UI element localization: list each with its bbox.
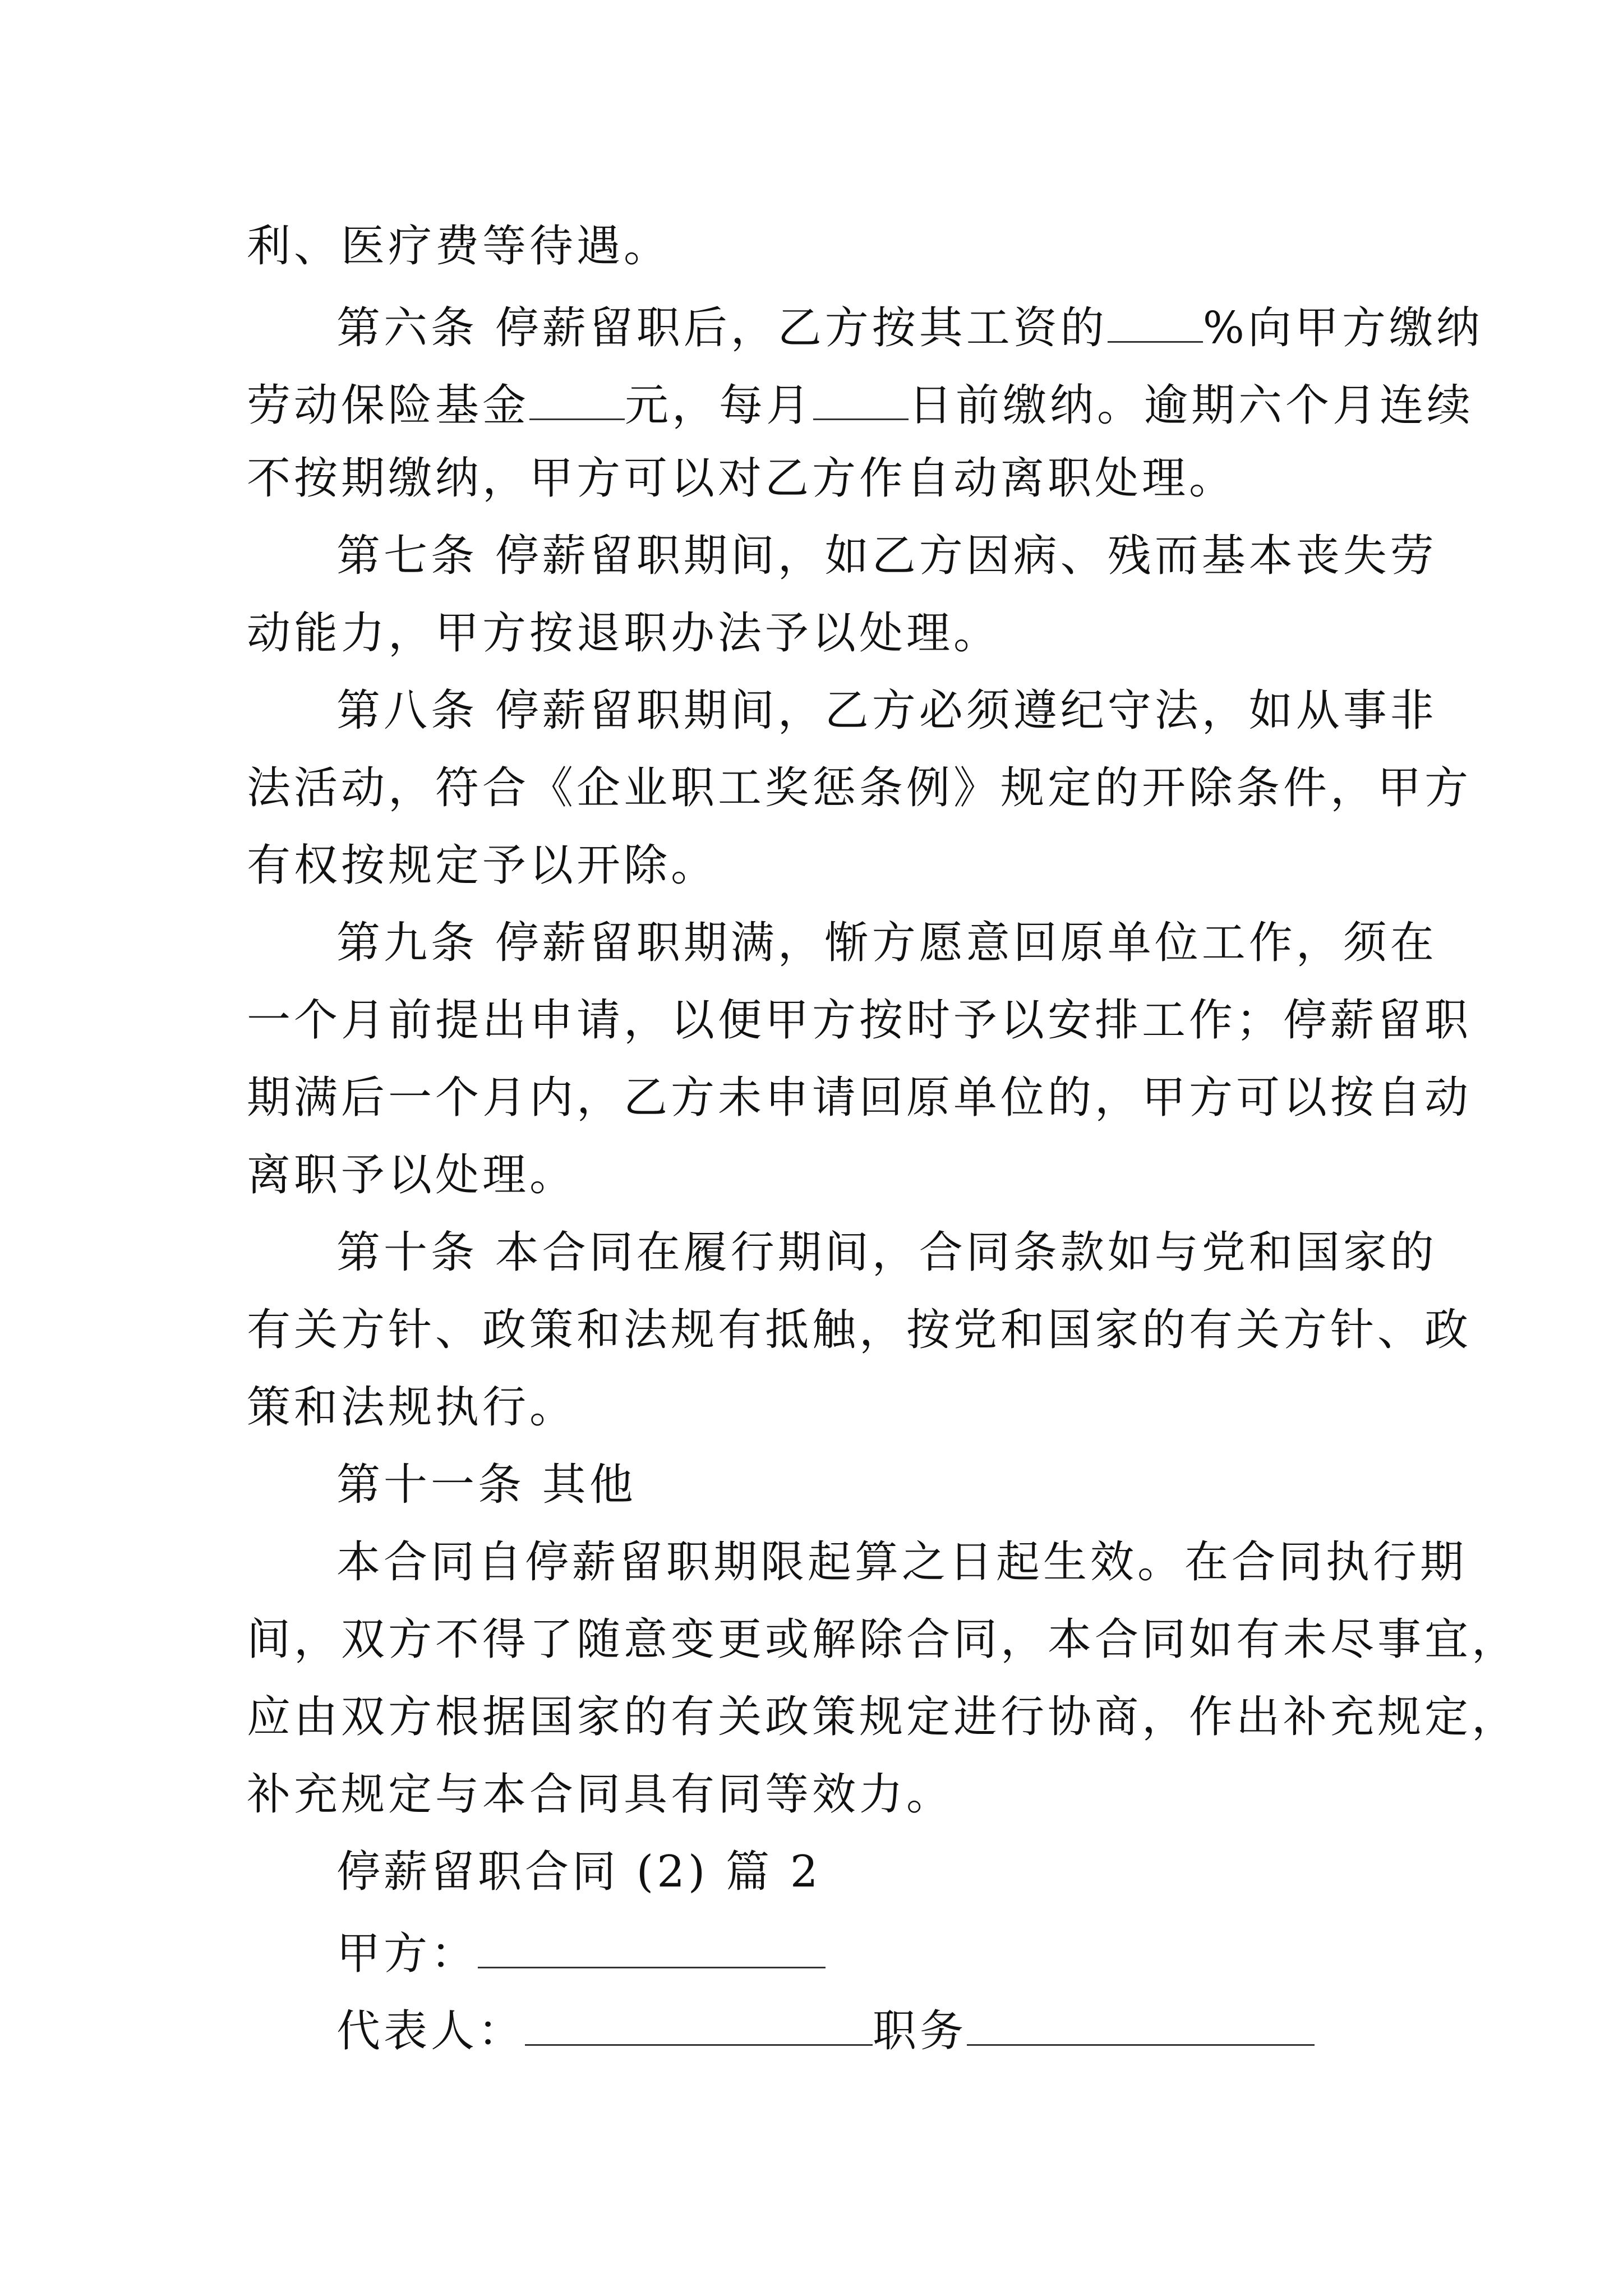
text-line: 期满后一个月内，乙方未申请回原单位的，甲方可以按自动 <box>247 1073 1472 1123</box>
article-11-heading: 第十一条 其他 <box>336 1460 637 1510</box>
fill-blank <box>1108 302 1203 343</box>
text-line: 一个月前提出申请，以便甲方按时予以安排工作；停薪留职 <box>247 995 1472 1046</box>
section-title: 停薪留职合同 (2) 篇 2 <box>336 1847 822 1897</box>
fill-blank <box>529 379 625 420</box>
representative-blank <box>525 2005 873 2046</box>
article-6-line-1 <box>336 302 1483 353</box>
text-segment: %向甲方缴纳 <box>1202 303 1483 353</box>
text-segment: 元，每月 <box>625 380 814 431</box>
text-segment: 日前缴纳。逾期六个月连续 <box>909 380 1474 431</box>
text-segment: 劳动保险基金 <box>247 380 530 431</box>
text-line: 利、医疗费等待遇。 <box>247 221 671 272</box>
article-9-heading: 第九条 停薪留职期满，惭方愿意回原单位工作，须在 <box>336 918 1437 968</box>
article-7-heading: 第七条 停薪留职期间，如乙方因病、残而基本丧失劳 <box>336 531 1437 581</box>
article-8-heading: 第八条 停薪留职期间，乙方必须遵纪守法，如从事非 <box>336 685 1437 736</box>
text-line: 动能力，甲方按退职办法予以处理。 <box>247 608 1001 659</box>
party-a-line <box>336 1927 826 1979</box>
position-blank <box>967 2005 1315 2046</box>
text-line: 应由双方根据国家的有关政策规定进行协商，作出补充规定， <box>247 1692 1519 1742</box>
representative-line <box>336 2005 1315 2056</box>
text-line: 不按期缴纳，甲方可以对乙方作自动离职处理。 <box>247 453 1237 504</box>
text-line: 有权按规定予以开除。 <box>247 840 718 891</box>
party-a-label: 甲方： <box>336 1929 478 1979</box>
text-line: 补充规定与本合同具有同等效力。 <box>247 1769 954 1820</box>
party-a-blank <box>478 1927 826 1968</box>
text-line: 间，双方不得了随意变更或解除合同，本合同如有未尽事宜， <box>247 1614 1519 1665</box>
text-line: 策和法规执行。 <box>247 1382 577 1433</box>
text-line: 有关方针、政策和法规有抵触，按党和国家的有关方针、政 <box>247 1305 1472 1355</box>
position-label: 职务 <box>873 2006 967 2056</box>
article-10-heading: 第十条 本合同在履行期间，合同条款如与党和国家的 <box>336 1227 1437 1278</box>
article-6-line-2 <box>247 379 1474 431</box>
text-line: 离职予以处理。 <box>247 1150 577 1200</box>
text-line: 法活动，符合《企业职工奖惩条例》规定的开除条件，甲方 <box>247 763 1472 813</box>
fill-blank <box>813 379 909 420</box>
text-segment: 第六条 停薪留职后，乙方按其工资的 <box>336 303 1108 353</box>
representative-label: 代表人： <box>336 2006 525 2056</box>
text-line: 本合同自停薪留职期限起算之日起生效。在合同执行期 <box>336 1537 1468 1588</box>
